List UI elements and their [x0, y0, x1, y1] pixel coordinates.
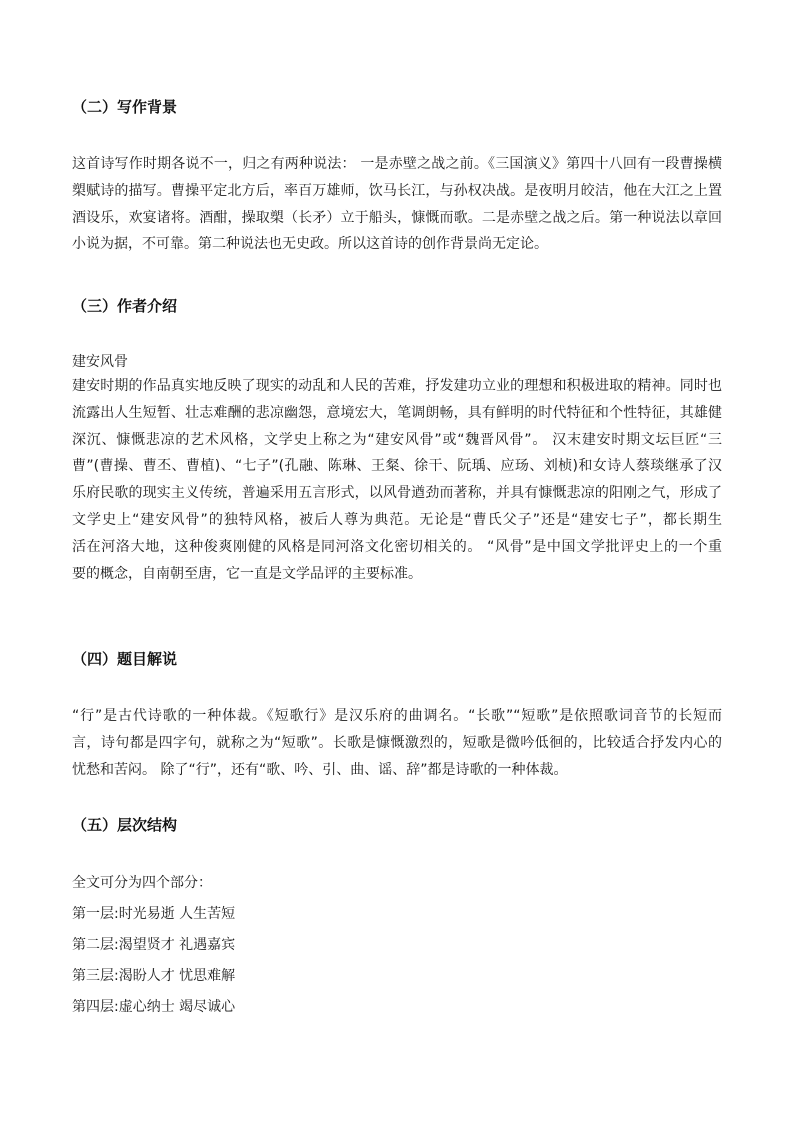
structure-layer-4: 第四层:虚心纳士 竭尽诚心	[72, 999, 236, 1015]
structure-layer-1: 第一层:时光易逝 人生苦短	[72, 906, 236, 922]
structure-layer-3: 第三层:渴盼人才 忧思难解	[72, 968, 236, 984]
title-explain-paragraph	[72, 703, 722, 783]
paragraph-line: 忧愁和苦闷。 除了“行”，还有“歌、吟、引、曲、谣、辞”都是诗歌的一种体裁。	[72, 761, 568, 778]
author-subtitle: 建安风骨	[72, 354, 128, 370]
paragraph-line: 流露出人生短暂、壮志难酬的悲凉幽怨，意境宏大，笔调朗畅，具有鲜明的时代特征和个性特征，其雄健	[72, 404, 722, 421]
paragraph-line: 小说为据，不可靠。第二种说法也无史政。所以这首诗的创作背景尚无定论。	[72, 236, 548, 253]
structure-layer-2: 第二层:渴望贤才 礼遇嘉宾	[72, 937, 236, 953]
paragraph-line: 曹”(曹操、曹丕、曹植)、“七子”(孔融、陈琳、王粲、徐干、阮瑀、应玚、刘桢)和女诗人蔡琰继承了汉	[72, 458, 722, 475]
paragraph-line: 酒设乐，欢宴诸将。酒酣，操取槊（长矛）立于船头，慷慨而歌。二是赤壁之战之后。第一种说法以章回	[72, 209, 722, 226]
paragraph-line: “行”是古代诗歌的一种体裁。《短歌行》是汉乐府的曲调名。“长歌”“短歌”是依照歌词音节的长短而	[72, 708, 722, 724]
author-paragraph	[72, 373, 722, 587]
section-heading-structure: （五）层次结构	[72, 816, 178, 834]
section-heading-author: （三）作者介绍	[72, 297, 178, 315]
background-paragraph	[72, 151, 722, 258]
paragraph-line: 深沉、慷慨悲凉的艺术风格，文学史上称之为“建安风骨”或“魏晋风骨”。 汉末建安时期文坛巨匠“三	[72, 431, 722, 448]
section-heading-background: （二）写作背景	[72, 98, 178, 116]
paragraph-line: 槊赋诗的描写。曹操平定北方后，率百万雄师，饮马长江，与孙权决战。是夜明月皎洁，他在大江之上置	[72, 182, 722, 199]
paragraph-line: 建安时期的作品真实地反映了现实的动乱和人民的苦难，抒发建功立业的理想和积极进取的精神。同时也	[72, 378, 722, 394]
paragraph-line: 乐府民歌的现实主义传统，普遍采用五言形式，以风骨遒劲而著称，并具有慷慨悲凉的阳刚之气，形成了	[72, 485, 722, 502]
paragraph-line: 活在河洛大地，这种俊爽刚健的风格是同河洛文化密切相关的。 “风骨”是中国文学批评史上的一个重	[72, 538, 722, 555]
paragraph-line: 言，诗句都是四字句，就称之为“短歌”。长歌是慷慨激烈的，短歌是微吟低徊的，比较适合抒发内心的	[72, 734, 722, 751]
paragraph-line: 要的概念，自南朝至唐，它一直是文学品评的主要标准。	[72, 565, 422, 582]
paragraph-line: 这首诗写作时期各说不一，归之有两种说法： 一是赤壁之战之前。《三国演义》第四十八回有一段曹操横	[72, 156, 722, 172]
paragraph-line: 文学史上“建安风骨”的独特风格，被后人尊为典范。无论是“曹氏父子”还是“建安七子”，都长期生	[72, 511, 722, 528]
structure-intro: 全文可分为四个部分：	[72, 875, 212, 891]
section-heading-title-explain: （四）题目解说	[72, 650, 178, 668]
